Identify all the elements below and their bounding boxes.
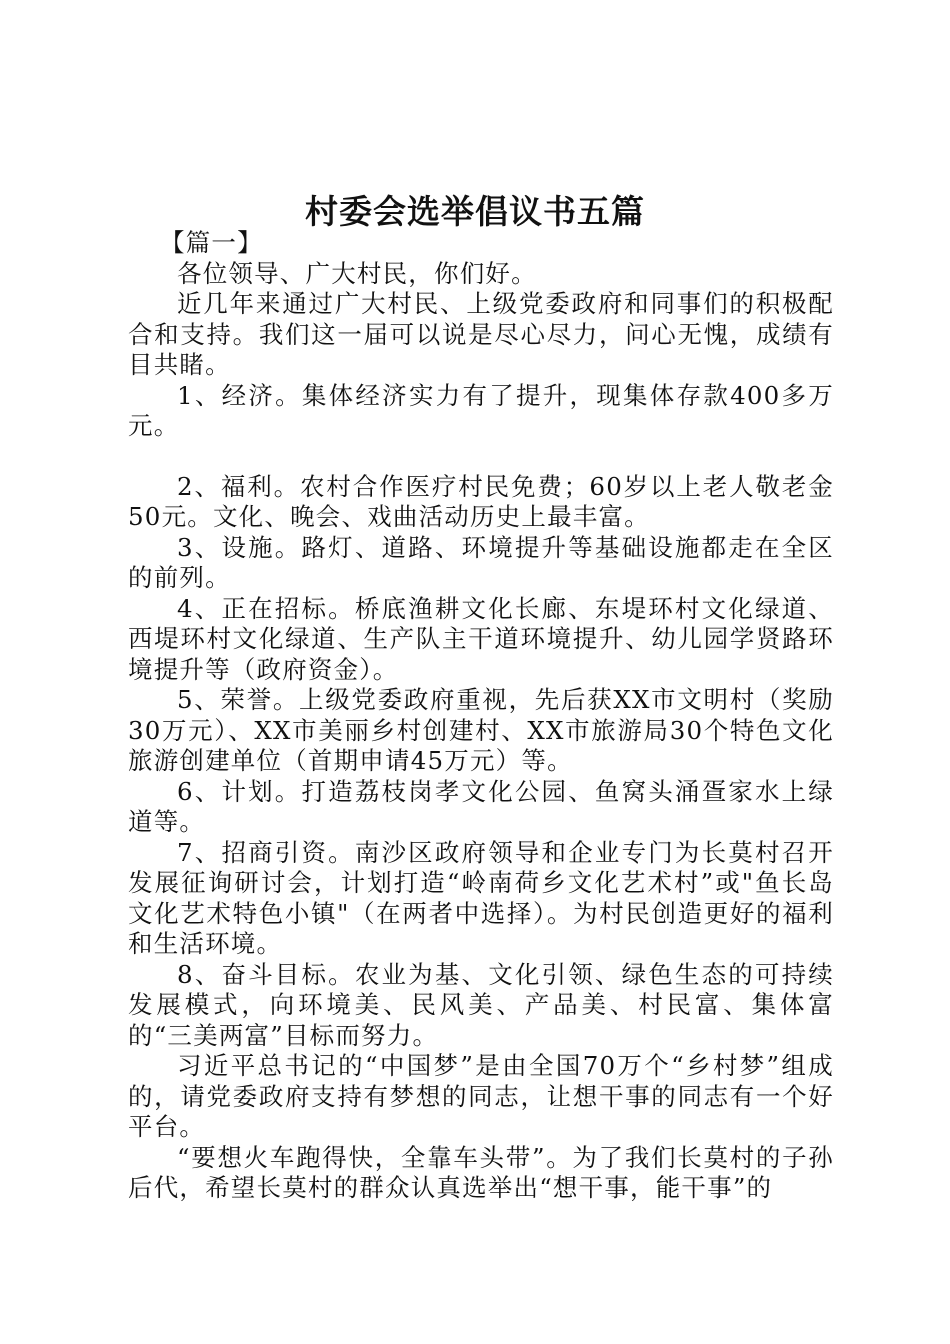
item-goal: 8、奋斗目标。农业为基、文化引领、绿色生态的可持续发展模式，向环境美、民风美、产品美、村民富、集体富的“三美两富”目标而努力。	[128, 959, 834, 1050]
greeting-paragraph: 各位领导、广大村民，你们好。	[177, 258, 537, 288]
intro-paragraph: 近几年来通过广大村民、上级党委政府和同事们的积极配合和支持。我们这一届可以说是尽心尽力，问心无愧，成绩有目共睹。	[128, 289, 834, 379]
item-plan: 6、计划。打造荔枝岗孝文化公园、鱼窝头涌疍家水上绿道等。	[128, 776, 834, 836]
item-economy: 1、经济。集体经济实力有了提升，现集体存款400多万元。	[128, 380, 834, 440]
document-body	[128, 228, 834, 1204]
closing-paragraph: “要想火车跑得快，全靠车头带”。为了我们长莫村的子孙后代，希望长莫村的群众认真选举出“想干事，能干事”的	[128, 1142, 834, 1202]
item-welfare: 2、福利。农村合作医疗村民免费；60岁以上老人敬老金50元。文化、晚会、戏曲活动历史上最丰富。	[128, 471, 834, 531]
item-facilities: 3、设施。路灯、道路、环境提升等基础设施都走在全区的前列。	[128, 532, 834, 592]
china-dream-paragraph: 习近平总书记的“中国梦”是由全国70万个“乡村梦”组成的，请党委政府支持有梦想的同志，让想干事的同志有一个好平台。	[128, 1051, 834, 1141]
item-investment: 7、招商引资。南沙区政府领导和企业专门为长莫村召开发展征询研讨会，计划打造“岭南荷乡文化艺术村”或"鱼长岛文化艺术特色小镇"（在两者中选择）。为村民创造更好的福利和生活环境。	[128, 837, 834, 958]
item-honors: 5、荣誉。上级党委政府重视，先后获XX市文明村（奖励30万元）、XX市美丽乡村创建村、XX市旅游局30个特色文化旅游创建单位（首期申请45万元）等。	[128, 685, 834, 775]
document-title: 村委会选举倡议书五篇	[305, 192, 645, 231]
section-label: 【篇一】	[160, 228, 263, 257]
item-tendering: 4、正在招标。桥底渔耕文化长廊、东堤环村文化绿道、西堤环村文化绿道、生产队主干道环境提升、幼儿园学贤路环境提升等（政府资金）。	[128, 593, 834, 684]
